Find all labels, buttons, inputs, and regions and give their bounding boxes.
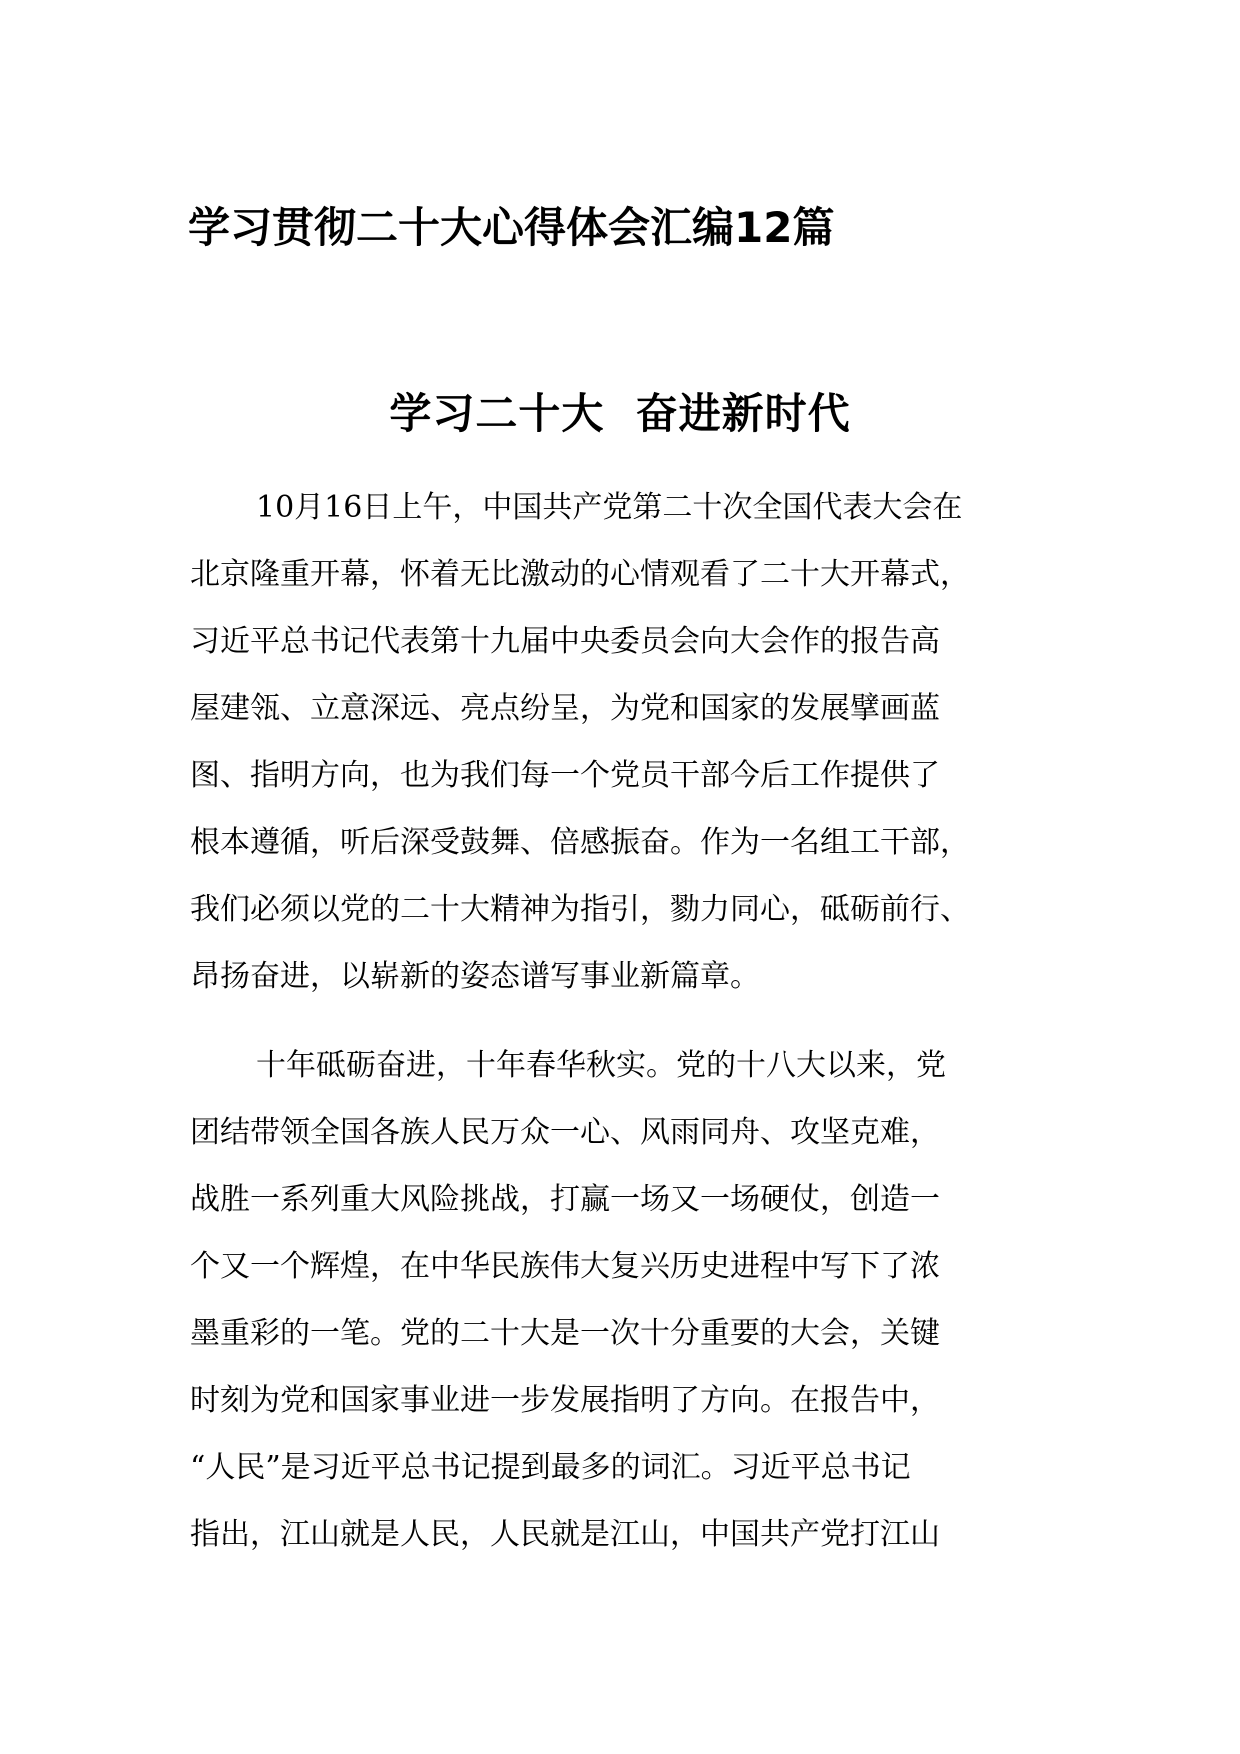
paragraph-line: 习近平总书记代表第十九届中央委员会向大会作的报告高 bbox=[190, 624, 940, 659]
paragraph-line: 时刻为党和国家事业进一步发展指明了方向。在报告中， bbox=[190, 1383, 940, 1418]
paragraph-line: 个又一个辉煌，在中华民族伟大复兴历史进程中写下了浓 bbox=[190, 1249, 940, 1284]
paragraph-line: 团结带领全国各族人民万众一心、风雨同舟、攻坚克难， bbox=[190, 1115, 940, 1150]
article-title: 学习二十大 奋进新时代 bbox=[389, 389, 851, 438]
paragraph-line: “人民”是习近平总书记提到最多的词汇。习近平总书记 bbox=[190, 1450, 911, 1485]
paragraph-line: 战胜一系列重大风险挑战，打赢一场又一场硬仗，创造一 bbox=[190, 1182, 940, 1217]
paragraph-line: 墨重彩的一笔。党的二十大是一次十分重要的大会，关键 bbox=[190, 1316, 940, 1351]
paragraph-line: 屋建瓴、立意深远、亮点纷呈，为党和国家的发展擘画蓝 bbox=[190, 691, 940, 726]
paragraph-line: 我们必须以党的二十大精神为指引，勠力同心，砥砺前行、 bbox=[190, 892, 970, 927]
paragraph-2 bbox=[190, 1032, 1046, 1568]
paragraph-1 bbox=[190, 474, 1046, 1010]
paragraph-line: 10月16日上午，中国共产党第二十次全国代表大会在 bbox=[256, 490, 963, 525]
paragraph-line: 北京隆重开幕，怀着无比激动的心情观看了二十大开幕式， bbox=[190, 557, 970, 592]
document-title: 学习贯彻二十大心得体会汇编12篇 bbox=[188, 203, 835, 252]
paragraph-line: 指出，江山就是人民，人民就是江山，中国共产党打江山 bbox=[190, 1517, 940, 1552]
paragraph-line: 昂扬奋进，以崭新的姿态谱写事业新篇章。 bbox=[190, 959, 760, 994]
paragraph-line: 十年砥砺奋进，十年春华秋实。党的十八大以来，党 bbox=[256, 1048, 946, 1083]
paragraph-line: 图、指明方向，也为我们每一个党员干部今后工作提供了 bbox=[190, 758, 940, 793]
paragraph-line: 根本遵循，听后深受鼓舞、倍感振奋。作为一名组工干部， bbox=[190, 825, 970, 860]
